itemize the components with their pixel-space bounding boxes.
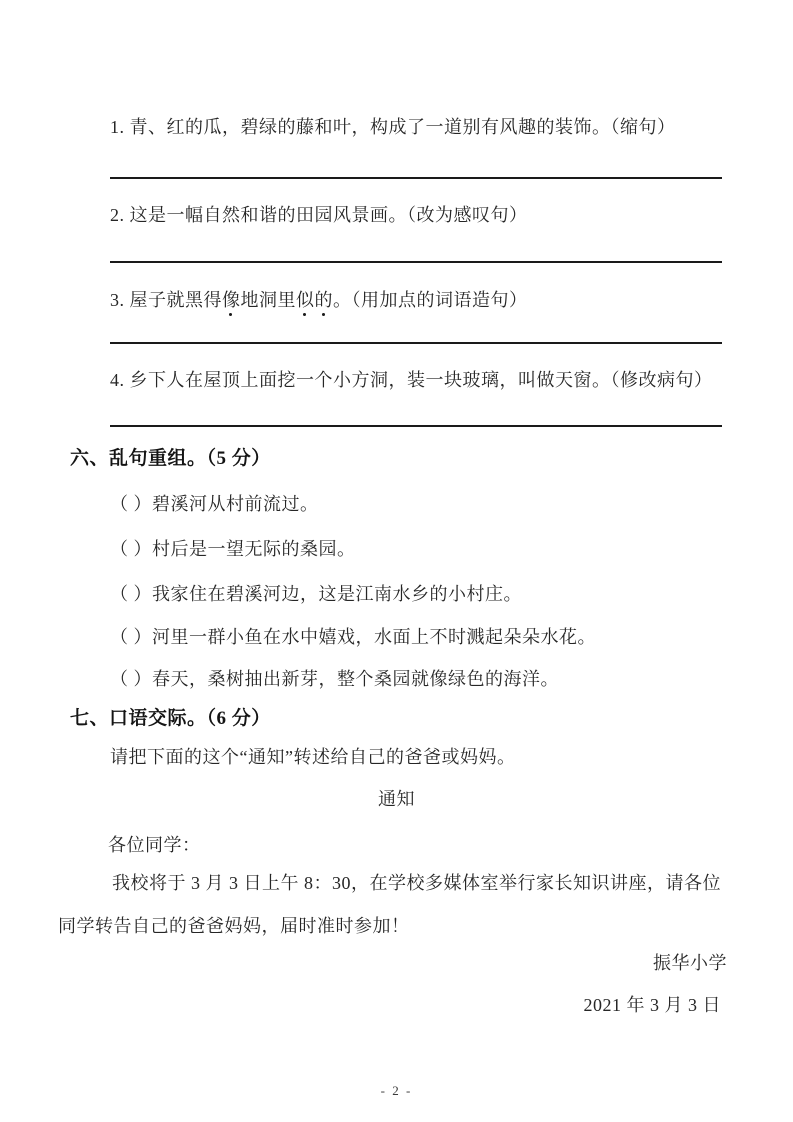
reorder-item-5: （ ）春天，桑树抽出新芽，整个桑园就像绿色的海洋。 bbox=[110, 669, 559, 689]
rewrite-item-4-instruction: （修改病句） bbox=[610, 370, 713, 390]
reorder-item-4: （ ）河里一群小鱼在水中嬉戏，水面上不时溅起朵朵水花。 bbox=[110, 627, 596, 647]
notice-salutation: 各位同学： bbox=[108, 835, 201, 855]
rewrite-item-4-text: 4. 乡下人在屋顶上面挖一个小方洞，装一块玻璃，叫做天窗。 bbox=[110, 370, 611, 390]
notice-body-line-2: 同学转告自己的爸爸妈妈，届时准时参加！ bbox=[58, 916, 410, 936]
rewrite-item-3-post: 。 bbox=[333, 290, 352, 310]
rewrite-item-3-dotted-word: 像 bbox=[222, 290, 241, 310]
rewrite-item-2-text: 2. 这是一幅自然和谐的田园风景画。 bbox=[110, 205, 407, 225]
rewrite-item-3 bbox=[110, 287, 528, 313]
rewrite-item-3-mid: 地洞里 bbox=[240, 290, 296, 310]
rewrite-item-3-pre: 3. 屋子就黑得 bbox=[110, 290, 222, 310]
rewrite-item-2-instruction: （改为感叹句） bbox=[407, 205, 528, 225]
answer-line-4[interactable] bbox=[110, 425, 722, 427]
notice-date: 2021 年 3 月 3 日 bbox=[583, 995, 721, 1015]
rewrite-item-1 bbox=[110, 114, 676, 140]
page-number: - 2 - bbox=[380, 1083, 413, 1098]
section-heading-seven: 七、口语交际。（6 分） bbox=[70, 708, 271, 729]
notice-signature: 振华小学 bbox=[653, 953, 727, 973]
rewrite-item-4 bbox=[110, 367, 713, 393]
notice-body-line-1: 我校将于 3 月 3 日上午 8：30，在学校多媒体室举行家长知识讲座，请各位 bbox=[112, 873, 721, 893]
rewrite-item-2 bbox=[110, 202, 528, 228]
section-heading-six: 六、乱句重组。（5 分） bbox=[70, 448, 271, 469]
notice-title: 通知 bbox=[378, 789, 415, 809]
answer-line-2[interactable] bbox=[110, 261, 722, 263]
rewrite-item-3-instruction: （用加点的词语造句） bbox=[351, 290, 528, 310]
rewrite-item-1-instruction: （缩句） bbox=[610, 117, 676, 137]
reorder-item-3: （ ）我家住在碧溪河边，这是江南水乡的小村庄。 bbox=[110, 584, 522, 604]
reorder-item-2: （ ）村后是一望无际的桑园。 bbox=[110, 539, 356, 559]
reorder-item-1: （ ）碧溪河从村前流过。 bbox=[110, 494, 319, 514]
answer-line-3[interactable] bbox=[110, 342, 722, 344]
oral-task-instruction: 请把下面的这个“通知”转述给自己的爸爸或妈妈。 bbox=[110, 747, 516, 767]
rewrite-item-1-text: 1. 青、红的瓜，碧绿的藤和叶，构成了一道别有风趣的装饰。 bbox=[110, 117, 611, 137]
answer-line-1[interactable] bbox=[110, 177, 722, 179]
rewrite-item-3-dotted-word-2: 似的 bbox=[296, 290, 333, 310]
